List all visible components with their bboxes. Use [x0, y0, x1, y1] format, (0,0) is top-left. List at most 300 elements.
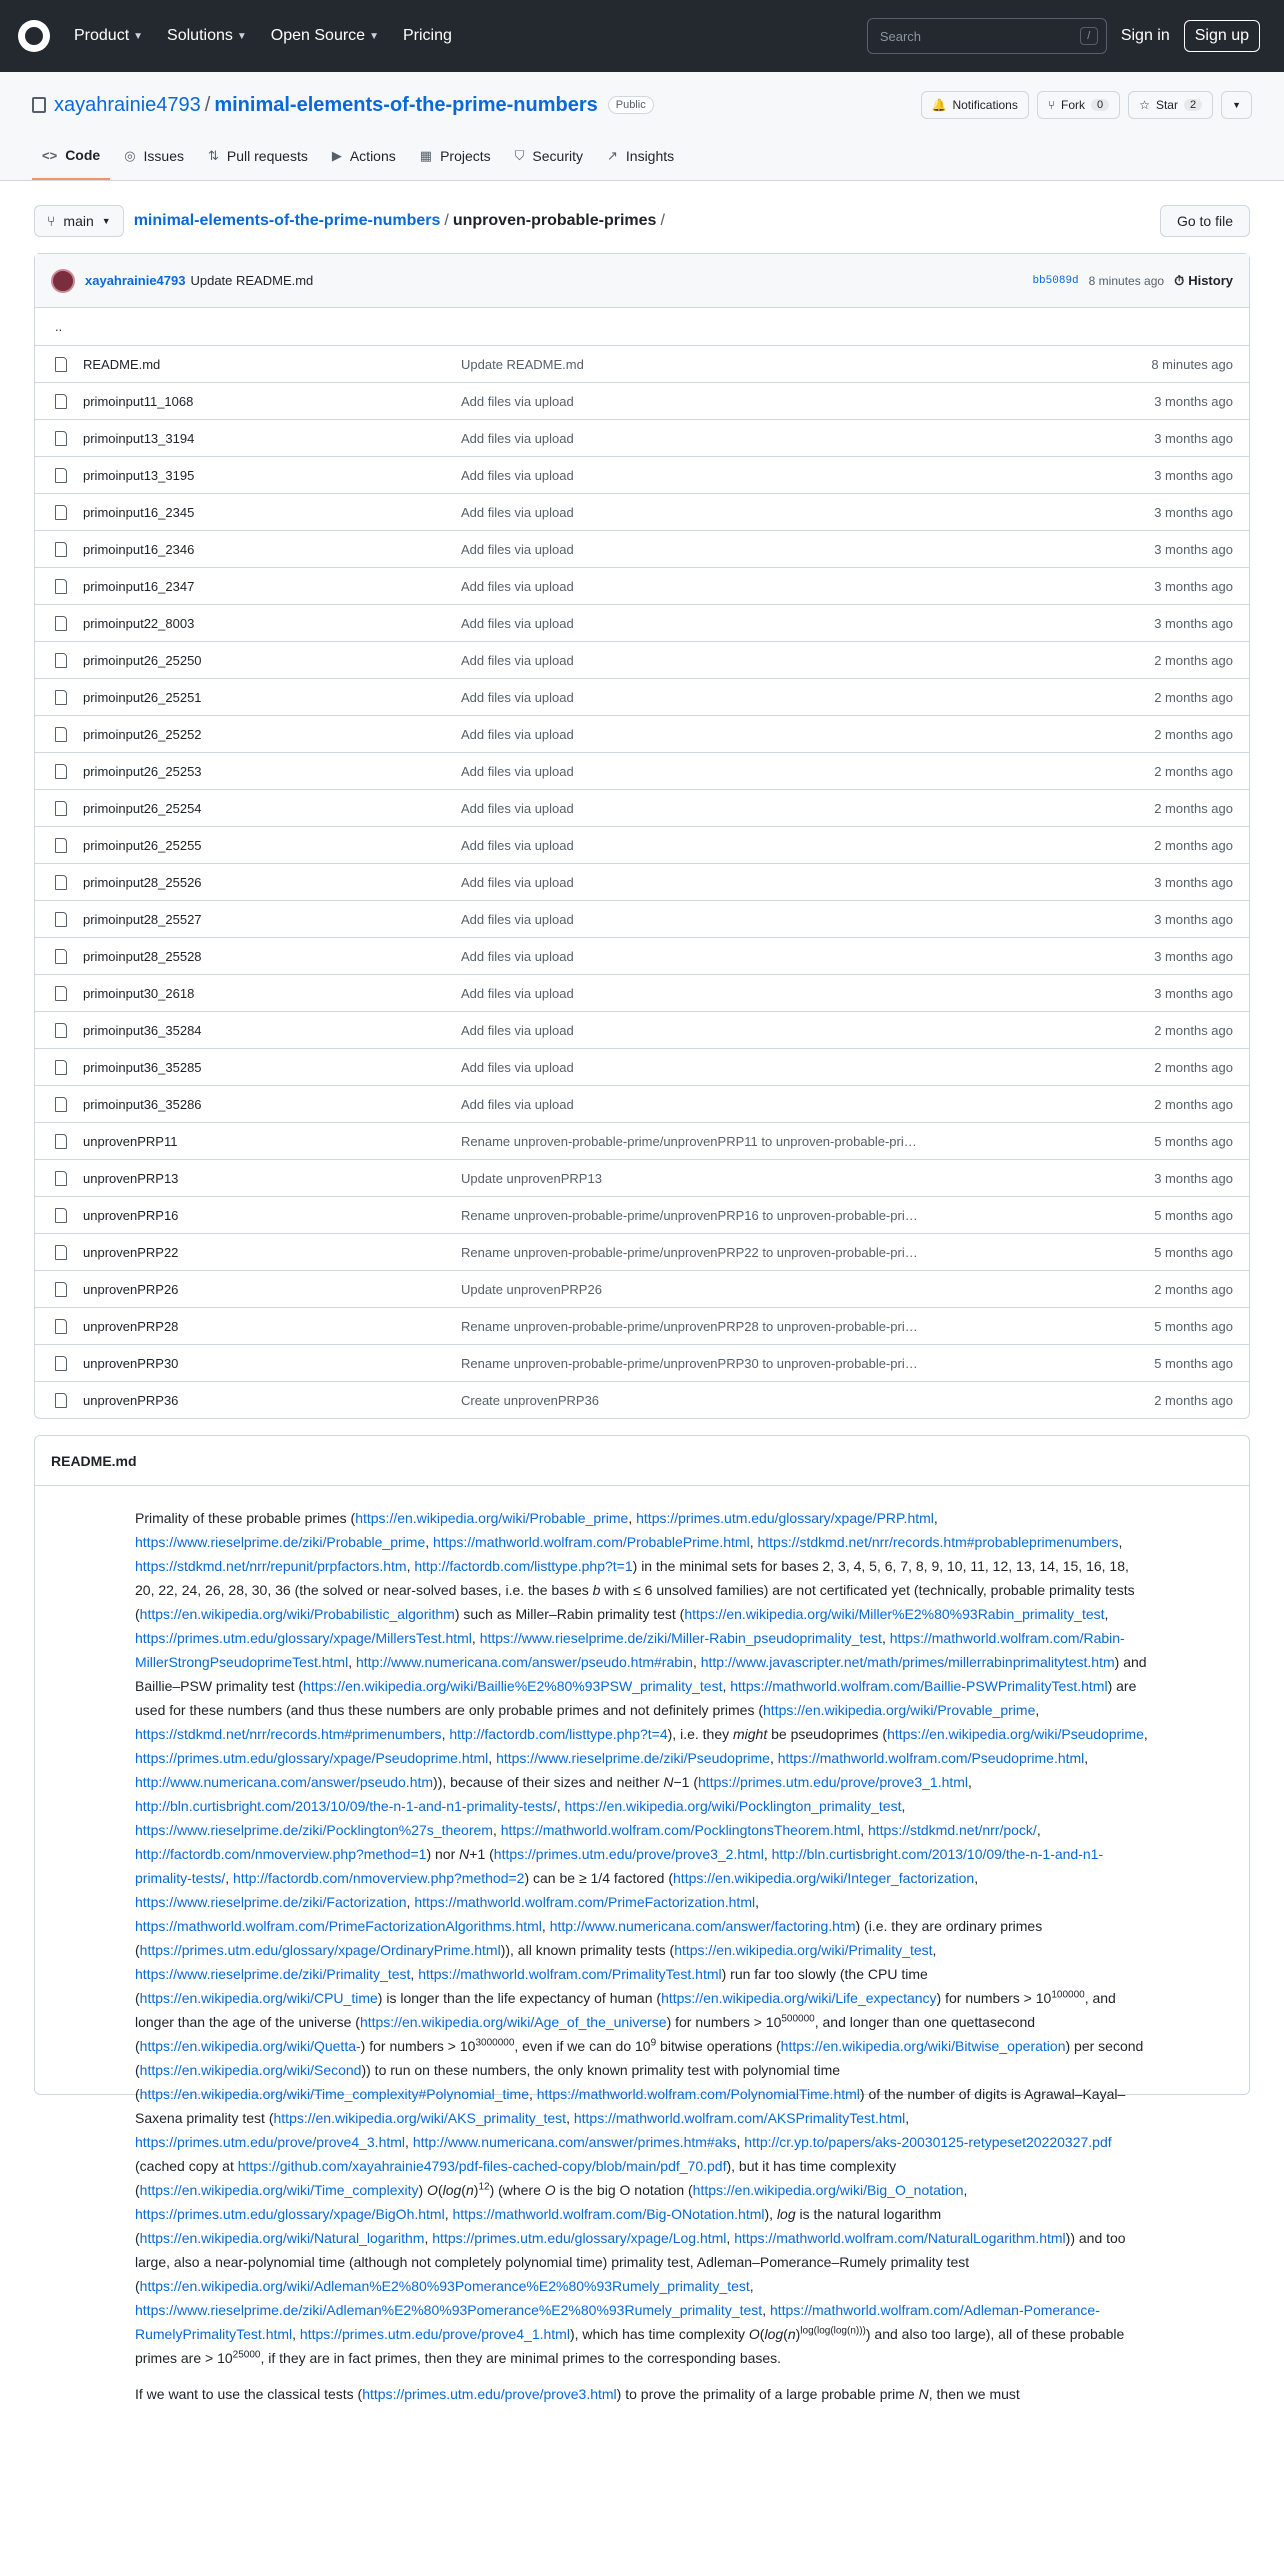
file-commit-message-link[interactable]: Add files via upload [461, 541, 574, 557]
readme-italic-text: O [544, 2182, 556, 2198]
file-name-link[interactable]: unprovenPRP13 [83, 1170, 179, 1186]
file-commit-message-link[interactable]: Rename unproven-probable-prime/unprovenPRP30 to unproven-probable-pri… [461, 1355, 918, 1371]
chevron-down-icon: ▼ [133, 30, 144, 42]
tab-pull-requests[interactable]: ⇅ Pull requests [208, 148, 308, 164]
clock-icon: ⏱ [1174, 272, 1185, 288]
file-commit-age: 3 months ago [1154, 874, 1233, 890]
readme-text: ) nor [426, 1846, 460, 1862]
file-name-link[interactable]: README.md [83, 356, 161, 372]
readme-text: ( [759, 2326, 765, 2342]
readme-link[interactable]: https://en.wikipedia.org/wiki/Adleman%E2%80%93Pomerance%E2%80%93Rumely_primality_test [139, 2278, 750, 2294]
readme-link[interactable]: https://mathworld.wolfram.com/PrimeFactorization.html [414, 1894, 756, 1910]
file-name-link[interactable]: unprovenPRP22 [83, 1244, 179, 1260]
repo-owner-link[interactable]: xayahrainie4793 [54, 93, 201, 116]
file-name-link[interactable]: primoinput36_35285 [83, 1059, 202, 1075]
star-dropdown-button[interactable] [1221, 91, 1252, 119]
pull-request-icon: ⇅ [208, 148, 219, 163]
readme-link[interactable]: https://primes.utm.edu/prove/prove3.html [362, 2386, 617, 2402]
readme-link[interactable]: https://github.com/xayahrainie4793/pdf-files-cached-copy/blob/main/pdf_70.pdf [237, 2158, 727, 2174]
readme-text: , [488, 1750, 497, 1766]
readme-text: ), i.e. they [667, 1726, 733, 1742]
repo-tabs [32, 132, 1252, 180]
readme-link[interactable]: https://primes.utm.edu/prove/prove4_3.html [135, 2134, 406, 2150]
breadcrumb-trailing-slash: / [660, 212, 665, 229]
file-row[interactable] [35, 345, 1249, 382]
file-row[interactable] [35, 1344, 1249, 1381]
file-commit-message-link[interactable]: Add files via upload [461, 726, 574, 742]
file-row[interactable] [35, 456, 1249, 493]
file-commit-age: 2 months ago [1154, 1059, 1233, 1075]
file-commit-message-link[interactable]: Add files via upload [461, 1096, 574, 1112]
file-name-link[interactable]: primoinput11_1068 [83, 393, 194, 409]
tab-code[interactable]: <> Code [32, 132, 110, 180]
file-row[interactable] [35, 974, 1249, 1011]
readme-link[interactable]: https://primes.utm.edu/glossary/xpage/BigOh.html [135, 2206, 445, 2222]
avatar[interactable] [51, 269, 75, 293]
fork-button[interactable]: ⑂ Fork 0 [1037, 91, 1120, 119]
readme-link[interactable]: https://mathworld.wolfram.com/Baillie-PSWPrimalityTest.html [730, 1678, 1108, 1694]
readme-paragraph-1 [135, 1506, 1149, 2370]
readme-link[interactable]: https://en.wikipedia.org/wiki/Miller%E2%80%93Rabin_primality_test [684, 1606, 1105, 1622]
readme-link[interactable]: https://www.rieselprime.de/ziki/Miller-Rabin_pseudoprimality_test [479, 1630, 882, 1646]
readme-italic-text: O [427, 2182, 438, 2198]
file-row[interactable] [35, 678, 1249, 715]
readme-superscript: 25000 [232, 2349, 261, 2361]
readme-panel [34, 1435, 1250, 2402]
readme-text: , [425, 1534, 434, 1550]
file-row[interactable] [35, 530, 1249, 567]
file-icon [55, 431, 67, 446]
tab-security[interactable]: ⛉ Security [514, 148, 583, 164]
file-name-link[interactable]: primoinput28_25526 [83, 874, 202, 890]
file-commit-message-link[interactable]: Create unprovenPRP36 [461, 1392, 600, 1408]
file-commit-message-link[interactable]: Add files via upload [461, 578, 574, 594]
file-icon [55, 579, 67, 594]
tab-issues[interactable]: ◎ Issues [124, 148, 184, 164]
sign-up-button[interactable]: Sign up [1184, 20, 1260, 52]
readme-text: , [424, 2230, 433, 2246]
readme-italic-text: might [733, 1726, 768, 1742]
readme-text: , [1118, 1534, 1123, 1550]
readme-link[interactable]: https://en.wikipedia.org/wiki/Natural_logarithm [139, 2230, 425, 2246]
tab-projects[interactable]: ▦ Projects [419, 148, 491, 164]
global-header [0, 0, 1284, 72]
readme-italic-text: n [787, 2326, 796, 2342]
readme-link[interactable]: https://en.wikipedia.org/wiki/AKS_primality_test [273, 2110, 567, 2126]
file-icon [55, 1393, 67, 1408]
file-commit-message-link[interactable]: Add files via upload [461, 911, 574, 927]
file-commit-message-link[interactable]: Add files via upload [461, 430, 574, 446]
file-commit-message-link[interactable]: Rename unproven-probable-prime/unprovenPRP16 to unproven-probable-pri… [461, 1207, 918, 1223]
file-commit-message-link[interactable]: Add files via upload [461, 948, 574, 964]
readme-text: +1 ( [469, 1846, 494, 1862]
readme-text: , even if we can do 10 [514, 2038, 651, 2054]
readme-link[interactable]: https://mathworld.wolfram.com/PocklingtonsTheorem.html [500, 1822, 861, 1838]
readme-link[interactable]: https://en.wikipedia.org/wiki/Quetta- [139, 2038, 361, 2054]
readme-text: , [881, 1630, 890, 1646]
readme-link[interactable]: https://en.wikipedia.org/wiki/Pocklington_primality_test [564, 1798, 902, 1814]
readme-link[interactable]: https://primes.utm.edu/glossary/xpage/OrdinaryPrime.html [139, 1942, 501, 1958]
readme-text: , and longer than one quettasecond ( [135, 2014, 1036, 2054]
file-icon [55, 727, 67, 742]
file-name-link[interactable]: primoinput13_3195 [83, 467, 195, 483]
readme-text: , and longer than the age of the universe ( [135, 1990, 1116, 2030]
branch-selector[interactable]: ⑂ main ▼ [34, 205, 124, 237]
readme-link[interactable]: https://stdkmd.net/nrr/records.htm#probableprimenumbers [757, 1534, 1119, 1550]
file-commit-age: 3 months ago [1154, 985, 1233, 1001]
file-commit-message-link[interactable]: Update unprovenPRP26 [461, 1281, 602, 1297]
readme-link[interactable]: http://www.numericana.com/answer/primes.htm#aks [412, 2134, 737, 2150]
file-name-link[interactable]: primoinput13_3194 [83, 430, 195, 446]
readme-superscript: 3000000 [475, 2037, 515, 2049]
readme-link[interactable]: https://en.wikipedia.org/wiki/Baillie%E2%80%93PSW_primality_test [303, 1678, 723, 1694]
readme-link[interactable]: https://en.wikipedia.org/wiki/Time_complexity [139, 2182, 419, 2198]
readme-text: , [905, 2110, 910, 2126]
star-button[interactable]: ☆ Star 2 [1128, 91, 1213, 119]
file-icon [55, 875, 67, 890]
readme-text: ), but it has time complexity ( [135, 2158, 897, 2198]
file-name-link[interactable]: primoinput26_25255 [83, 837, 202, 853]
file-name-link[interactable]: primoinput22_8003 [83, 615, 195, 631]
bell-icon: 🔔 [931, 98, 947, 112]
readme-link[interactable]: https://primes.utm.edu/prove/prove3_1.html [698, 1774, 969, 1790]
file-name-link[interactable]: primoinput26_25250 [83, 652, 202, 668]
file-icon [55, 949, 67, 964]
latest-commit-bar [35, 254, 1249, 308]
file-name-link[interactable]: primoinput36_35286 [83, 1096, 202, 1112]
file-row[interactable] [35, 789, 1249, 826]
file-row[interactable] [35, 1196, 1249, 1233]
file-commit-message-link[interactable]: Add files via upload [461, 763, 574, 779]
readme-link[interactable]: http://factordb.com/listtype.php?t=1 [414, 1558, 633, 1574]
readme-text: ) such as Miller–Rabin primality test ( [454, 1606, 685, 1622]
file-commit-message-link[interactable]: Add files via upload [461, 615, 574, 631]
file-row[interactable] [35, 752, 1249, 789]
readme-text: ) for numbers > 10 [936, 1990, 1052, 2006]
readme-link[interactable]: https://en.wikipedia.org/wiki/Primality_test [674, 1942, 933, 1958]
readme-superscript: log(log(log(n))) [800, 2325, 866, 2337]
readme-link[interactable]: http://www.numericana.com/answer/pseudo.htm [135, 1774, 434, 1790]
file-row[interactable] [35, 419, 1249, 456]
readme-link[interactable]: https://mathworld.wolfram.com/NaturalLogarithm.html [734, 2230, 1066, 2246]
readme-title: README.md [35, 1436, 1249, 1486]
readme-link[interactable]: http://www.numericana.com/answer/pseudo.htm#rabin [355, 1654, 693, 1670]
readme-link[interactable]: http://bln.curtisbright.com/2013/10/09/the-n-1-and-n1-primality-tests/ [135, 1798, 557, 1814]
file-row[interactable] [35, 937, 1249, 974]
file-commit-message-link[interactable]: Add files via upload [461, 393, 574, 409]
readme-link[interactable]: https://en.wikipedia.org/wiki/Integer_factorization [673, 1870, 975, 1886]
readme-text: , [406, 1558, 415, 1574]
readme-link[interactable]: https://mathworld.wolfram.com/ProbablePrime.html [433, 1534, 750, 1550]
file-row[interactable] [35, 900, 1249, 937]
readme-link[interactable]: https://en.wikipedia.org/wiki/Second [139, 2062, 362, 2078]
readme-link[interactable]: http://bln.curtisbright.com/2013/10/09/the-n-1-and-n1-primality-tests/ [135, 1846, 1104, 1886]
readme-link[interactable]: https://en.wikipedia.org/wiki/Big_O_notation [692, 2182, 964, 2198]
file-commit-message-link[interactable]: Rename unproven-probable-prime/unprovenPRP28 to unproven-probable-pri… [461, 1318, 918, 1334]
file-commit-message-link[interactable]: Rename unproven-probable-prime/unprovenPRP11 to unproven-probable-pri… [461, 1133, 917, 1149]
readme-link[interactable]: https://mathworld.wolfram.com/Adleman-Pomerance-RumelyPrimalityTest.html [135, 2302, 1100, 2342]
readme-link[interactable]: https://mathworld.wolfram.com/Pseudoprime.html [777, 1750, 1085, 1766]
readme-link[interactable]: http://www.javascripter.net/math/primes/millerrabinprimalitytest.htm [700, 1654, 1115, 1670]
file-name-link[interactable]: primoinput36_35284 [83, 1022, 202, 1038]
tab-actions[interactable]: ▶ Actions [331, 148, 396, 164]
file-commit-message-link[interactable]: Add files via upload [461, 874, 574, 890]
file-row[interactable] [35, 1233, 1249, 1270]
file-commit-message-link[interactable]: Add files via upload [461, 689, 574, 705]
github-logo-icon[interactable] [18, 20, 50, 52]
readme-superscript: 100000 [1051, 1989, 1085, 2001]
file-name-link[interactable]: primoinput28_25528 [83, 948, 202, 964]
commit-author-link[interactable]: xayahrainie4793 [85, 273, 186, 288]
readme-text: ) for numbers > 10 [666, 2014, 782, 2030]
readme-link[interactable]: http://factordb.com/nmoverview.php?method=2 [233, 1870, 525, 1886]
file-icon [55, 838, 67, 853]
readme-text: , [763, 1846, 772, 1862]
readme-text: ) of the number of digits is Agrawal–Kayal–Saxena primality test ( [135, 2086, 1126, 2126]
readme-link[interactable]: https://en.wikipedia.org/wiki/Time_complexity#Polynomial_time [139, 2086, 529, 2102]
file-icon [55, 1171, 67, 1186]
readme-link[interactable]: https://stdkmd.net/nrr/pock/ [867, 1822, 1037, 1838]
readme-link[interactable]: https://primes.utm.edu/glossary/xpage/Log.html [432, 2230, 727, 2246]
file-row[interactable] [35, 1048, 1249, 1085]
file-name-link[interactable]: unprovenPRP28 [83, 1318, 179, 1334]
file-row[interactable] [35, 567, 1249, 604]
file-commit-age: 2 months ago [1154, 1022, 1233, 1038]
file-commit-message-link[interactable]: Add files via upload [461, 837, 574, 853]
readme-link[interactable]: https://mathworld.wolfram.com/Big-ONotation.html [452, 2206, 765, 2222]
file-commit-age: 2 months ago [1154, 689, 1233, 705]
readme-text: , if they are in fact primes, then they are minimal primes to the corresponding bases. [260, 2350, 782, 2366]
chevron-down-icon: ▼ [369, 30, 379, 42]
commit-message-link[interactable]: Update README.md [190, 273, 314, 288]
file-row[interactable] [35, 641, 1249, 678]
readme-link[interactable]: https://en.wikipedia.org/wiki/Probable_prime [355, 1510, 629, 1526]
file-row[interactable] [35, 604, 1249, 641]
repo-name-link[interactable]: minimal-elements-of-the-prime-numbers [214, 93, 598, 116]
file-icon [55, 1356, 67, 1371]
readme-text: ( [783, 2326, 788, 2342]
breadcrumb-repo-link[interactable]: minimal-elements-of-the-prime-numbers [133, 212, 441, 229]
file-name-link[interactable]: unprovenPRP11 [83, 1133, 178, 1149]
readme-link[interactable]: https://mathworld.wolfram.com/PrimeFactorizationAlgorithms.html [135, 1918, 542, 1934]
file-row[interactable] [35, 1381, 1249, 1418]
file-commit-message-link[interactable]: Add files via upload [461, 1022, 574, 1038]
readme-link[interactable]: https://primes.utm.edu/glossary/xpage/Pseudoprime.html [135, 1750, 489, 1766]
file-row[interactable] [35, 863, 1249, 900]
readme-link[interactable]: http://www.numericana.com/answer/factoring.htm [549, 1918, 856, 1934]
file-row[interactable] [35, 1307, 1249, 1344]
readme-text: , [1143, 1726, 1148, 1742]
readme-text: , [406, 1894, 415, 1910]
file-commit-message-link[interactable]: Add files via upload [461, 504, 574, 520]
repo-title-separator: / [204, 93, 211, 116]
readme-text: , [933, 1510, 938, 1526]
file-row[interactable] [35, 493, 1249, 530]
file-row[interactable] [35, 382, 1249, 419]
readme-link[interactable]: https://stdkmd.net/nrr/records.htm#primenumbers [135, 1726, 442, 1742]
tab-insights[interactable]: ↗ Insights [606, 148, 675, 164]
readme-text: ) to prove the primality of a large probable prime [616, 2386, 919, 2402]
readme-link[interactable]: https://mathworld.wolfram.com/Rabin-MillerStrongPseudoprimeTest.html [135, 1630, 1125, 1670]
go-to-file-button[interactable]: Go to file [1160, 205, 1250, 237]
file-commit-age: 5 months ago [1154, 1318, 1233, 1334]
readme-link[interactable]: https://mathworld.wolfram.com/AKSPrimalityTest.html [573, 2110, 906, 2126]
readme-text: If we want to use the classical tests ( [135, 2386, 363, 2402]
file-name-link[interactable]: primoinput26_25251 [83, 689, 202, 705]
notifications-button[interactable]: 🔔 Notifications [921, 91, 1029, 119]
file-icon [55, 1245, 67, 1260]
file-name-link[interactable]: primoinput26_25252 [83, 726, 202, 742]
file-commit-age: 3 months ago [1154, 541, 1233, 557]
readme-text: ) is longer than the life expectancy of human ( [377, 1990, 662, 2006]
file-commit-age: 2 months ago [1154, 1096, 1233, 1112]
nav-open-source[interactable]: Open Source ▼ [270, 27, 379, 44]
file-commit-message-link[interactable]: Add files via upload [461, 800, 574, 816]
file-commit-age: 2 months ago [1154, 726, 1233, 742]
readme-paragraph-2 [135, 2382, 1149, 2406]
file-commit-age: 2 months ago [1154, 800, 1233, 816]
readme-text: , [405, 2134, 413, 2150]
search-shortcut-key: / [1080, 27, 1098, 45]
readme-text: )) and too large, also a near-polynomial time (although not completely polynomial time) primality test, Adleman–Pomerance–Rumely primality test ( [135, 2230, 1126, 2294]
file-name-link[interactable]: unprovenPRP36 [83, 1392, 179, 1408]
readme-link[interactable]: http://factordb.com/nmoverview.php?method=1 [135, 1846, 427, 1862]
file-icon [55, 1208, 67, 1223]
branch-icon: ⑂ [47, 213, 56, 229]
file-icon [55, 1319, 67, 1334]
readme-link[interactable]: https://en.wikipedia.org/wiki/Life_expectancy [661, 1990, 937, 2006]
readme-link[interactable]: https://www.rieselprime.de/ziki/Adleman%E2%80%93Pomerance%E2%80%93Rumely_primality_test [135, 2302, 763, 2318]
sign-in-link[interactable]: Sign in [1120, 27, 1170, 44]
readme-text: ), [764, 2206, 777, 2222]
chevron-down-icon: ▼ [236, 30, 247, 42]
file-row[interactable] [35, 1122, 1249, 1159]
file-row[interactable] [35, 826, 1249, 863]
readme-link[interactable]: https://en.wikipedia.org/wiki/Probabilistic_algorithm [139, 1606, 455, 1622]
visibility-badge: Public [608, 96, 654, 114]
repo-icon [32, 97, 46, 113]
readme-link[interactable]: https://mathworld.wolfram.com/PolynomialTime.html [536, 2086, 860, 2102]
readme-link[interactable]: https://www.rieselprime.de/ziki/Pocklington%27s_theorem [135, 1822, 493, 1838]
file-icon [55, 764, 67, 779]
readme-link[interactable]: https://en.wikipedia.org/wiki/Age_of_the_universe [359, 2014, 667, 2030]
projects-icon: ▦ [419, 148, 433, 163]
commit-sha-link[interactable]: bb5089d [1032, 274, 1079, 287]
file-icon [55, 912, 67, 927]
file-name-link[interactable]: primoinput30_2618 [83, 985, 195, 1001]
readme-link[interactable]: https://www.rieselprime.de/ziki/Primality_test [135, 1966, 411, 1982]
readme-link[interactable]: https://primes.utm.edu/glossary/xpage/PRP.html [636, 1510, 934, 1526]
file-commit-message-link[interactable]: Add files via upload [461, 985, 574, 1001]
actions-icon: ▶ [331, 148, 342, 163]
readme-text: , [1104, 1606, 1109, 1622]
file-name-link[interactable]: unprovenPRP26 [83, 1281, 179, 1297]
readme-link[interactable]: https://www.rieselprime.de/ziki/Factorization [135, 1894, 407, 1910]
readme-italic-text: b [592, 1582, 601, 1598]
file-name-link[interactable]: primoinput26_25253 [83, 763, 202, 779]
file-name-link[interactable]: primoinput28_25527 [83, 911, 202, 927]
readme-text: , [492, 1822, 501, 1838]
readme-text: , [348, 1654, 356, 1670]
nav-product[interactable]: Product ▼ [74, 27, 144, 44]
file-name-link[interactable]: unprovenPRP16 [83, 1207, 179, 1223]
readme-text: ) in the minimal sets for bases 2, 3, 4, 5, 6, 7, 8, 9, 10, 11, 12, 13, 14, 15, 16, 18, 20, 22, 24, 26, 28, 30, 36 (the solved or near-solved bases, i.e. the bases [135, 1558, 1129, 1598]
file-row[interactable] [35, 1159, 1249, 1196]
readme-text: ) are used for these numbers (and thus these numbers are only probable primes and not definitely primes ( [135, 1678, 1137, 1718]
readme-text: , [749, 1534, 758, 1550]
readme-text: , [225, 1870, 234, 1886]
file-icon [55, 1023, 67, 1038]
file-name-link[interactable]: primoinput16_2346 [83, 541, 195, 557]
readme-link[interactable]: https://en.wikipedia.org/wiki/Provable_prime [763, 1702, 1036, 1718]
file-name-link[interactable]: primoinput16_2347 [83, 578, 195, 594]
readme-link[interactable]: https://en.wikipedia.org/wiki/Bitwise_operation [780, 2038, 1066, 2054]
readme-text: ) and Baillie–PSW primality test ( [135, 1654, 1147, 1694]
readme-link[interactable]: https://primes.utm.edu/prove/prove3_2.html [493, 1846, 764, 1862]
readme-text: , [692, 1654, 701, 1670]
file-name-link[interactable]: unprovenPRP30 [83, 1355, 179, 1371]
readme-text: ( [461, 2182, 466, 2198]
file-commit-age: 2 months ago [1154, 1281, 1233, 1297]
file-commit-message-link[interactable]: Add files via upload [461, 1059, 574, 1075]
nav-solutions[interactable]: Solutions ▼ [167, 27, 247, 44]
search-input[interactable]: Search / [867, 18, 1107, 54]
readme-text: , [541, 1918, 550, 1934]
file-commit-age: 5 months ago [1154, 1355, 1233, 1371]
readme-link[interactable]: https://en.wikipedia.org/wiki/CPU_time [139, 1990, 378, 2006]
readme-text: )), because of their sizes and neither [433, 1774, 664, 1790]
file-row[interactable] [35, 1011, 1249, 1048]
readme-link[interactable]: https://www.rieselprime.de/ziki/Probable_prime [135, 1534, 426, 1550]
readme-text: , [471, 1630, 480, 1646]
readme-link[interactable]: http://factordb.com/listtype.php?t=4 [449, 1726, 668, 1742]
readme-link[interactable]: http://cr.yp.to/papers/aks-20030125-retypeset20220327.pdf [744, 2134, 1112, 2150]
file-name-link[interactable]: primoinput26_25254 [83, 800, 202, 816]
file-row[interactable] [35, 1270, 1249, 1307]
readme-text: ) [418, 2182, 428, 2198]
file-commit-message-link[interactable]: Update unprovenPRP13 [461, 1170, 602, 1186]
parent-directory-row[interactable]: .. [55, 319, 63, 334]
readme-link[interactable]: https://mathworld.wolfram.com/PrimalityTest.html [418, 1966, 722, 1982]
readme-superscript: 12 [478, 2181, 490, 2193]
readme-text: , [722, 1678, 731, 1694]
file-row[interactable] [35, 715, 1249, 752]
readme-link[interactable]: https://primes.utm.edu/glossary/xpage/MillersTest.html [135, 1630, 472, 1646]
history-link[interactable]: ⏱ History [1174, 272, 1233, 288]
readme-text: ) [795, 2326, 801, 2342]
readme-text: , [901, 1798, 906, 1814]
readme-text: ) and also too large), all of these probable primes are > 10 [135, 2326, 1125, 2366]
readme-text: , [762, 2302, 770, 2318]
file-commit-message-link[interactable]: Add files via upload [461, 467, 574, 483]
readme-link[interactable]: https://en.wikipedia.org/wiki/Pseudoprime [887, 1726, 1144, 1742]
readme-link[interactable]: https://www.rieselprime.de/ziki/Pseudoprime [496, 1750, 770, 1766]
file-commit-message-link[interactable]: Update README.md [461, 356, 584, 372]
file-icon [55, 357, 67, 372]
readme-italic-text: log [764, 2326, 784, 2342]
issue-icon: ◎ [124, 148, 136, 163]
file-name-link[interactable]: primoinput16_2345 [83, 504, 195, 520]
readme-link[interactable]: https://stdkmd.net/nrr/repunit/prpfactors.htm [135, 1558, 407, 1574]
nav-pricing[interactable]: Pricing [402, 27, 452, 44]
readme-text: , [528, 2086, 537, 2102]
readme-italic-text: O [748, 2326, 760, 2342]
readme-link[interactable]: https://primes.utm.edu/prove/prove4_1.html [299, 2326, 570, 2342]
file-commit-message-link[interactable]: Add files via upload [461, 652, 574, 668]
file-commit-message-link[interactable]: Rename unproven-probable-prime/unprovenPRP22 to unproven-probable-pri… [461, 1244, 918, 1260]
file-row[interactable] [35, 1085, 1249, 1122]
file-icon [55, 468, 67, 483]
